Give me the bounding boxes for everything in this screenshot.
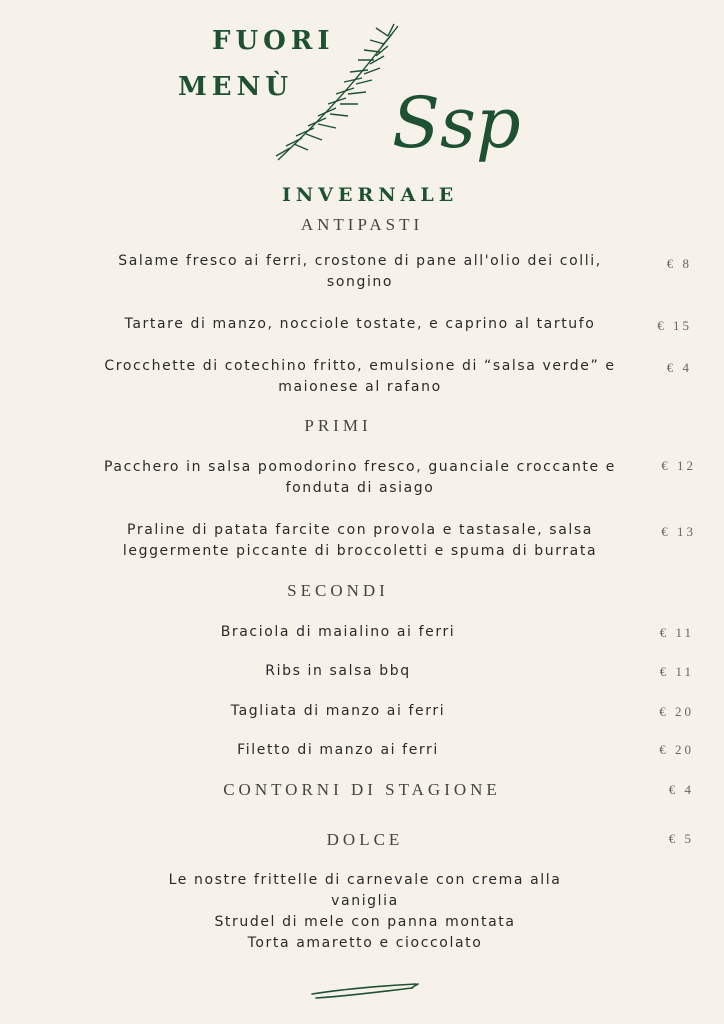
menu-item-line: Praline di patata farcite con provola e tastasale, salsa (127, 522, 593, 538)
menu-item-line: songino (326, 274, 394, 290)
menu-item-price: € 20 (659, 742, 694, 757)
section-contorni: CONTORNI DI STAGIONE (223, 780, 501, 799)
rosemary-branch-icon (270, 22, 410, 167)
menu-title-line1: FUORI (212, 26, 335, 56)
menu-item (50, 520, 670, 562)
contorni-price: € 4 (668, 782, 694, 797)
menu-item-price: € 8 (666, 256, 692, 271)
menu-item-price: € 13 (661, 524, 696, 539)
menu-item-line: fonduta di asiago (285, 480, 435, 496)
section-secondi: SECONDI (287, 581, 389, 600)
menu-title-line2: MENÙ (178, 72, 294, 102)
menu-item-price: € 15 (657, 318, 692, 333)
menu-item-line: maionese al rafano (278, 379, 442, 395)
menu-item (60, 314, 660, 335)
menu-item-name: Tagliata di manzo ai ferri (230, 703, 446, 719)
menu-item (60, 251, 660, 293)
menu-item-line: Salame fresco ai ferri, crostone di pane all'olio dei colli, (118, 253, 602, 269)
flourish-divider-icon (308, 976, 420, 1002)
menu-item-line: Pacchero in salsa pomodorino fresco, guanciale croccante e (104, 459, 616, 475)
menu-item-line: leggermente piccante di broccoletti e spuma di burrata (122, 543, 598, 559)
menu-item-name: Braciola di maialino ai ferri (220, 624, 456, 640)
menu-item-price: € 20 (659, 704, 694, 719)
section-antipasti: ANTIPASTI (300, 215, 424, 234)
dolce-price: € 5 (668, 831, 694, 846)
dolce-item: Le nostre frittelle di carnevale con crema alla (168, 872, 562, 888)
menu-item-name: Filetto di manzo ai ferri (237, 742, 439, 758)
dolci-list (100, 870, 630, 954)
dolce-item: Torta amaretto e cioccolato (247, 935, 483, 951)
menu-item-line: Tartare di manzo, nocciole tostate, e caprino al tartufo (124, 316, 596, 332)
menu-item-price: € 12 (661, 458, 696, 473)
menu-item (60, 356, 660, 398)
menu-item-line: Crocchette di cotechino fritto, emulsione di “salsa verde” e (104, 358, 616, 374)
menu-item-price: € 11 (659, 625, 694, 640)
section-dolce: DOLCE (326, 830, 404, 849)
section-primi: PRIMI (304, 416, 372, 435)
menu-item-price: € 11 (659, 664, 694, 679)
menu-item-price: € 4 (666, 360, 692, 375)
menu-item (50, 457, 670, 499)
menu-item-name: Ribs in salsa bbq (265, 663, 411, 679)
dolce-item: vaniglia (331, 893, 399, 909)
dolce-item: Strudel di mele con panna montata (214, 914, 516, 930)
menu-subtitle: INVERNALE (282, 184, 459, 206)
ssp-monogram: Ssp (392, 82, 521, 164)
